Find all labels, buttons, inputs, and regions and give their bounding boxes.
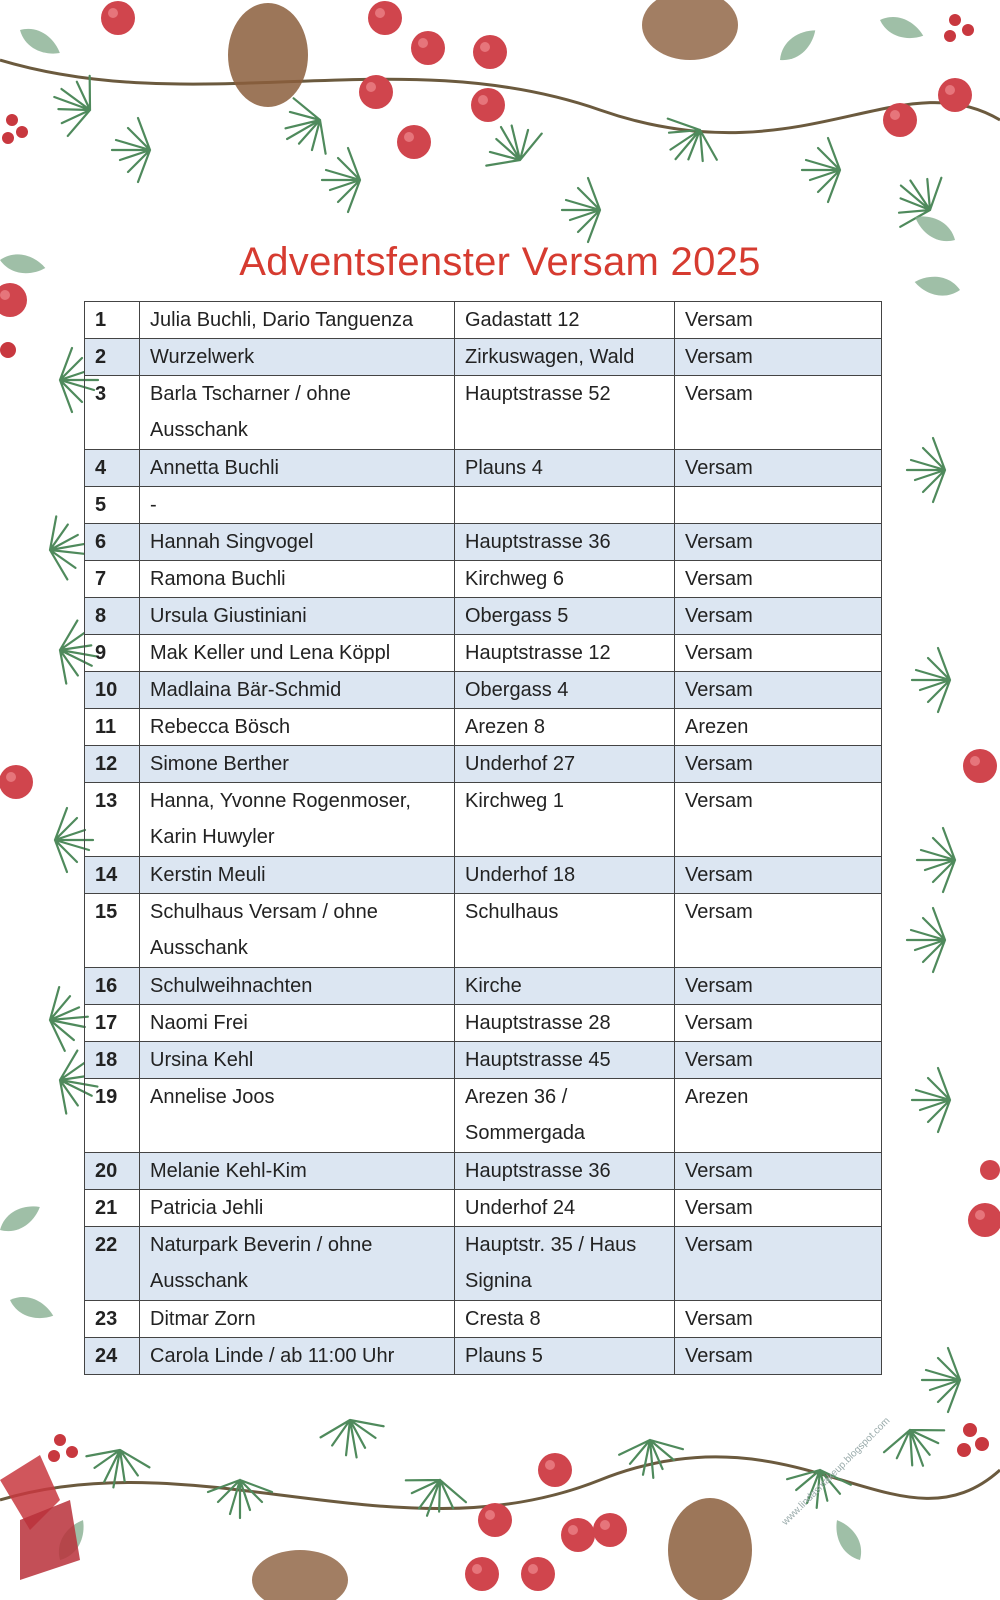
host-cell: Simone Berther (140, 746, 455, 783)
address-cell: Kirchweg 1 (455, 783, 675, 857)
address-cell: Arezen 36 / Sommergada (455, 1079, 675, 1153)
place-cell: Versam (675, 1301, 882, 1338)
address-cell: Arezen 8 (455, 709, 675, 746)
day-cell: 24 (85, 1338, 140, 1375)
place-cell: Arezen (675, 709, 882, 746)
day-cell: 9 (85, 635, 140, 672)
address-cell: Kirche (455, 968, 675, 1005)
place-cell: Versam (675, 1227, 882, 1301)
table-row (85, 1190, 882, 1227)
host-cell: Schulweihnachten (140, 968, 455, 1005)
watermark-text: www.lindasmakeup.blogspot.com (780, 1415, 893, 1528)
host-cell: Barla Tscharner / ohne Ausschank (140, 376, 455, 450)
host-cell: Carola Linde / ab 11:00 Uhr (140, 1338, 455, 1375)
host-cell: Ditmar Zorn (140, 1301, 455, 1338)
day-cell: 1 (85, 302, 140, 339)
day-cell: 19 (85, 1079, 140, 1153)
table-row (85, 450, 882, 487)
place-cell: Versam (675, 376, 882, 450)
place-cell: Versam (675, 598, 882, 635)
address-cell: Kirchweg 6 (455, 561, 675, 598)
table-row (85, 1153, 882, 1190)
day-cell: 22 (85, 1227, 140, 1301)
place-cell: Versam (675, 672, 882, 709)
host-cell: Ursula Giustiniani (140, 598, 455, 635)
table-row (85, 1079, 882, 1153)
address-cell: Hauptstrasse 52 (455, 376, 675, 450)
day-cell: 12 (85, 746, 140, 783)
day-cell: 15 (85, 894, 140, 968)
address-cell: Cresta 8 (455, 1301, 675, 1338)
table-row (85, 1338, 882, 1375)
host-cell: Hannah Singvogel (140, 524, 455, 561)
table-row (85, 561, 882, 598)
host-cell: Wurzelwerk (140, 339, 455, 376)
place-cell (675, 487, 882, 524)
host-cell: Madlaina Bär-Schmid (140, 672, 455, 709)
host-cell: Mak Keller und Lena Köppl (140, 635, 455, 672)
address-cell: Hauptstr. 35 / Haus Signina (455, 1227, 675, 1301)
address-cell: Schulhaus (455, 894, 675, 968)
bottom-garland (0, 1414, 1000, 1600)
address-cell: Plauns 4 (455, 450, 675, 487)
day-cell: 10 (85, 672, 140, 709)
address-cell: Underhof 24 (455, 1190, 675, 1227)
host-cell: Ramona Buchli (140, 561, 455, 598)
place-cell: Versam (675, 302, 882, 339)
place-cell: Versam (675, 450, 882, 487)
top-garland (0, 0, 1000, 242)
place-cell: Arezen (675, 1079, 882, 1153)
host-cell: Schulhaus Versam / ohne Ausschank (140, 894, 455, 968)
address-cell: Hauptstrasse 45 (455, 1042, 675, 1079)
host-cell: Annelise Joos (140, 1079, 455, 1153)
place-cell: Versam (675, 561, 882, 598)
address-cell: Hauptstrasse 12 (455, 635, 675, 672)
address-cell: Hauptstrasse 36 (455, 524, 675, 561)
day-cell: 7 (85, 561, 140, 598)
table-row (85, 1301, 882, 1338)
table-row (85, 672, 882, 709)
place-cell: Versam (675, 635, 882, 672)
table-row (85, 894, 882, 968)
place-cell: Versam (675, 894, 882, 968)
table-row (85, 783, 882, 857)
table-row (85, 746, 882, 783)
place-cell: Versam (675, 783, 882, 857)
address-cell: Hauptstrasse 28 (455, 1005, 675, 1042)
table-row (85, 1042, 882, 1079)
advent-schedule-table (84, 301, 882, 1375)
place-cell: Versam (675, 1190, 882, 1227)
table-row (85, 598, 882, 635)
table-row (85, 968, 882, 1005)
place-cell: Versam (675, 1005, 882, 1042)
place-cell: Versam (675, 968, 882, 1005)
address-cell: Plauns 5 (455, 1338, 675, 1375)
table-row (85, 709, 882, 746)
place-cell: Versam (675, 857, 882, 894)
day-cell: 2 (85, 339, 140, 376)
day-cell: 8 (85, 598, 140, 635)
day-cell: 21 (85, 1190, 140, 1227)
day-cell: 17 (85, 1005, 140, 1042)
day-cell: 5 (85, 487, 140, 524)
table-row (85, 487, 882, 524)
place-cell: Versam (675, 1338, 882, 1375)
address-cell: Hauptstrasse 36 (455, 1153, 675, 1190)
table-row (85, 376, 882, 450)
host-cell: Kerstin Meuli (140, 857, 455, 894)
table-row (85, 635, 882, 672)
host-cell: Naomi Frei (140, 1005, 455, 1042)
table-row (85, 339, 882, 376)
page-title: Adventsfenster Versam 2025 (239, 240, 761, 284)
day-cell: 23 (85, 1301, 140, 1338)
address-cell: Gadastatt 12 (455, 302, 675, 339)
day-cell: 14 (85, 857, 140, 894)
address-cell: Obergass 5 (455, 598, 675, 635)
address-cell (455, 487, 675, 524)
host-cell: Annetta Buchli (140, 450, 455, 487)
place-cell: Versam (675, 524, 882, 561)
day-cell: 20 (85, 1153, 140, 1190)
host-cell: Rebecca Bösch (140, 709, 455, 746)
address-cell: Zirkuswagen, Wald (455, 339, 675, 376)
day-cell: 16 (85, 968, 140, 1005)
table-row (85, 857, 882, 894)
place-cell: Versam (675, 1153, 882, 1190)
place-cell: Versam (675, 746, 882, 783)
day-cell: 13 (85, 783, 140, 857)
table-row (85, 1005, 882, 1042)
host-cell: Ursina Kehl (140, 1042, 455, 1079)
host-cell: Naturpark Beverin / ohne Ausschank (140, 1227, 455, 1301)
table-row (85, 524, 882, 561)
host-cell: Melanie Kehl-Kim (140, 1153, 455, 1190)
table-row (85, 1227, 882, 1301)
host-cell: Hanna, Yvonne Rogenmoser, Karin Huwyler (140, 783, 455, 857)
day-cell: 3 (85, 376, 140, 450)
place-cell: Versam (675, 339, 882, 376)
address-cell: Underhof 27 (455, 746, 675, 783)
right-garland (907, 209, 1000, 1412)
address-cell: Obergass 4 (455, 672, 675, 709)
host-cell: Julia Buchli, Dario Tanguenza (140, 302, 455, 339)
day-cell: 6 (85, 524, 140, 561)
day-cell: 4 (85, 450, 140, 487)
table-row (85, 302, 882, 339)
host-cell: Patricia Jehli (140, 1190, 455, 1227)
place-cell: Versam (675, 1042, 882, 1079)
address-cell: Underhof 18 (455, 857, 675, 894)
host-cell: - (140, 487, 455, 524)
day-cell: 18 (85, 1042, 140, 1079)
day-cell: 11 (85, 709, 140, 746)
